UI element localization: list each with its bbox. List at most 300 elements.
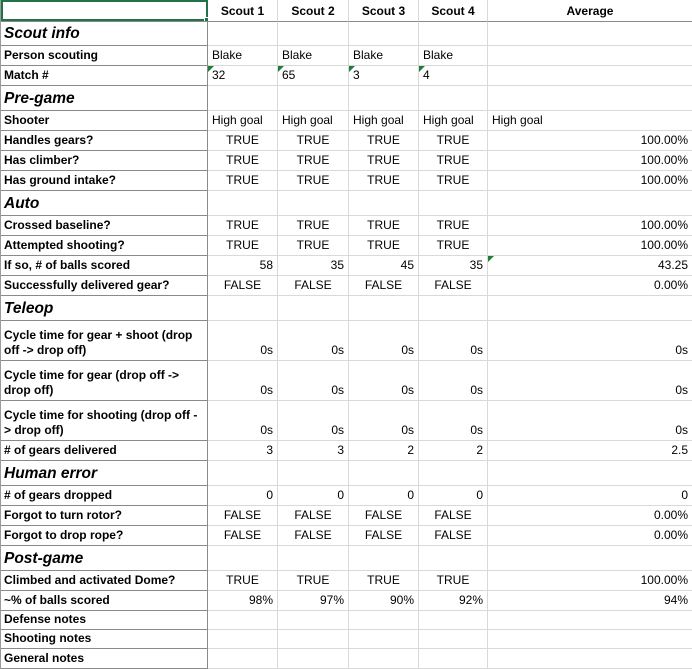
row-label-text: # of gears delivered: [4, 443, 117, 457]
table-row: [1, 216, 692, 236]
cell[interactable]: [419, 546, 488, 571]
section-label[interactable]: [1, 22, 208, 46]
table-row: [1, 256, 692, 276]
row-label-text: If so, # of balls scored: [4, 258, 131, 272]
cell[interactable]: [419, 276, 488, 296]
cell-text: Blake: [212, 48, 243, 62]
column-header-average[interactable]: [488, 0, 692, 22]
cell[interactable]: [488, 526, 692, 546]
cell[interactable]: [349, 441, 419, 461]
cell[interactable]: [488, 441, 692, 461]
cell[interactable]: [488, 571, 692, 591]
cell-text: 35: [330, 258, 344, 272]
cell[interactable]: [349, 611, 419, 630]
cell[interactable]: [419, 361, 488, 401]
cell[interactable]: [349, 191, 419, 216]
cell-text: Blake: [353, 48, 384, 62]
stored-as-text-flag-icon: [349, 66, 355, 72]
cell[interactable]: [208, 571, 278, 591]
cell[interactable]: [419, 611, 488, 630]
cell[interactable]: [488, 111, 692, 131]
stored-as-text-flag-icon: [278, 66, 284, 72]
cell-text: 45: [400, 258, 414, 272]
section-label-text: Scout info: [4, 24, 80, 42]
cell-text: 3: [337, 443, 344, 457]
row-label[interactable]: [1, 441, 208, 461]
cell-text: TRUE: [436, 238, 470, 252]
cell-text: FALSE: [294, 278, 332, 292]
column-header-scout-2-text: Scout 2: [291, 4, 335, 18]
cell-text: 0s: [260, 343, 273, 357]
row-label[interactable]: [1, 649, 208, 669]
column-header-scout-4-text: Scout 4: [431, 4, 475, 18]
cell[interactable]: [278, 401, 349, 441]
cell[interactable]: [488, 401, 692, 441]
cell[interactable]: [419, 401, 488, 441]
cell[interactable]: [278, 361, 349, 401]
row-label[interactable]: [1, 591, 208, 611]
cell-text: High goal: [282, 113, 333, 127]
cell[interactable]: [349, 171, 419, 191]
cell-text: High goal: [212, 113, 263, 127]
cell[interactable]: [419, 630, 488, 649]
cell[interactable]: [419, 236, 488, 256]
column-header-scout-3-text: Scout 3: [361, 4, 406, 18]
cell[interactable]: [208, 216, 278, 236]
cell[interactable]: [419, 111, 488, 131]
row-label[interactable]: [1, 216, 208, 236]
cell[interactable]: [349, 526, 419, 546]
cell[interactable]: [419, 22, 488, 46]
cell[interactable]: [208, 546, 278, 571]
cell-text: TRUE: [436, 218, 470, 232]
cell-text: FALSE: [223, 528, 262, 542]
cell[interactable]: [278, 321, 349, 361]
cell-text: 0s: [401, 423, 414, 437]
table-row: [1, 276, 692, 296]
cell-text: 100.00%: [640, 573, 688, 587]
cell-text: 92%: [458, 593, 483, 607]
cell-text: 43.25: [657, 258, 688, 272]
table-row: [1, 401, 692, 441]
cell-text: 0: [266, 488, 273, 502]
cell[interactable]: [419, 321, 488, 361]
cell[interactable]: [419, 526, 488, 546]
cell-text: TRUE: [226, 173, 259, 187]
cell-text: 0: [476, 488, 483, 502]
cell[interactable]: [419, 131, 488, 151]
cell[interactable]: [419, 486, 488, 506]
cell-text: 98%: [248, 593, 273, 607]
table-row: [1, 526, 692, 546]
cell[interactable]: [278, 111, 349, 131]
cell[interactable]: [278, 46, 349, 66]
section-row: [1, 191, 692, 216]
cell[interactable]: [419, 171, 488, 191]
cell[interactable]: [349, 591, 419, 611]
cell[interactable]: [349, 256, 419, 276]
cell[interactable]: [349, 296, 419, 321]
cell-text: 0.00%: [653, 528, 688, 542]
cell-text: FALSE: [434, 278, 472, 292]
row-label[interactable]: [1, 236, 208, 256]
cell[interactable]: [488, 131, 692, 151]
cell-text: 0.00%: [653, 278, 688, 292]
cell[interactable]: [278, 151, 349, 171]
cell[interactable]: [488, 66, 692, 86]
table-row: [1, 611, 692, 630]
cell[interactable]: [349, 649, 419, 669]
cell-text: TRUE: [296, 133, 330, 147]
cell-text: TRUE: [367, 573, 400, 587]
cell[interactable]: [349, 401, 419, 441]
cell[interactable]: [278, 630, 349, 649]
cell-a1-selected[interactable]: [1, 0, 208, 22]
cell-text: FALSE: [434, 508, 472, 522]
cell[interactable]: [488, 461, 692, 486]
cell[interactable]: [278, 506, 349, 526]
column-header-scout-1[interactable]: [208, 0, 278, 22]
cell-text: TRUE: [296, 173, 330, 187]
cell[interactable]: [349, 506, 419, 526]
cell[interactable]: [208, 441, 278, 461]
cell-text: 0: [407, 488, 414, 502]
cell-text: 0s: [260, 383, 273, 397]
cell-text: 2: [407, 443, 414, 457]
cell[interactable]: [208, 361, 278, 401]
table-row: [1, 236, 692, 256]
row-label[interactable]: [1, 276, 208, 296]
cell[interactable]: [349, 86, 419, 111]
section-row: [1, 546, 692, 571]
cell-text: TRUE: [226, 133, 259, 147]
cell-text: FALSE: [294, 508, 332, 522]
cell-text: 65: [282, 68, 296, 82]
selection-outline: [1, 0, 208, 21]
cell-text: 0s: [470, 423, 483, 437]
cell[interactable]: [349, 546, 419, 571]
cell-text: TRUE: [296, 238, 330, 252]
section-label[interactable]: [1, 86, 208, 111]
row-label[interactable]: [1, 111, 208, 131]
row-label[interactable]: [1, 526, 208, 546]
column-header-scout-1-text: Scout 1: [220, 4, 265, 18]
cell[interactable]: [419, 191, 488, 216]
cell[interactable]: [349, 216, 419, 236]
cell-text: 97%: [319, 593, 344, 607]
table-row: [1, 131, 692, 151]
cell-text: TRUE: [226, 238, 259, 252]
cell[interactable]: [278, 486, 349, 506]
table-row: [1, 321, 692, 361]
column-header-scout-4[interactable]: [419, 0, 488, 22]
cell-text: 0: [337, 488, 344, 502]
cell[interactable]: [208, 611, 278, 630]
cell[interactable]: [419, 46, 488, 66]
cell[interactable]: [419, 441, 488, 461]
cell-text: TRUE: [367, 133, 400, 147]
cell-text: FALSE: [223, 508, 262, 522]
cell[interactable]: [208, 401, 278, 441]
cell[interactable]: [278, 611, 349, 630]
stored-as-text-flag-icon: [208, 66, 214, 72]
cell[interactable]: [278, 526, 349, 546]
cell[interactable]: [349, 321, 419, 361]
cell[interactable]: [278, 236, 349, 256]
cell[interactable]: [208, 276, 278, 296]
row-label-text: Forgot to turn rotor?: [4, 508, 122, 522]
cell-text: FALSE: [364, 278, 403, 292]
cell[interactable]: [419, 571, 488, 591]
cell[interactable]: [488, 591, 692, 611]
cell[interactable]: [349, 236, 419, 256]
row-label-text: Crossed baseline?: [4, 218, 111, 232]
section-label-text: Teleop: [4, 299, 54, 317]
cell[interactable]: [208, 46, 278, 66]
cell[interactable]: [208, 86, 278, 111]
row-label[interactable]: [1, 171, 208, 191]
row-label[interactable]: [1, 571, 208, 591]
cell[interactable]: [278, 216, 349, 236]
cell-text: 100.00%: [640, 218, 688, 232]
cell-text: 0.00%: [653, 508, 688, 522]
row-label-text: Defense notes: [4, 612, 87, 626]
cell[interactable]: [208, 461, 278, 486]
row-label[interactable]: [1, 611, 208, 630]
row-label[interactable]: [1, 46, 208, 66]
cell-text: 3: [266, 443, 273, 457]
cell[interactable]: [488, 216, 692, 236]
column-header-scout-2[interactable]: [278, 0, 349, 22]
cell-text: 3: [353, 68, 360, 82]
table-row: [1, 66, 692, 86]
cell-text: FALSE: [223, 278, 262, 292]
row-label-text: Handles gears?: [4, 133, 94, 147]
cell[interactable]: [208, 256, 278, 276]
row-label-text: Shooter: [4, 113, 50, 127]
cell-text: FALSE: [364, 508, 403, 522]
cell[interactable]: [208, 191, 278, 216]
cell[interactable]: [278, 131, 349, 151]
row-label-text: Forgot to drop rope?: [4, 528, 124, 542]
cell[interactable]: [278, 461, 349, 486]
section-label[interactable]: [1, 191, 208, 216]
cell-text: 4: [423, 68, 430, 82]
cell[interactable]: [419, 216, 488, 236]
stored-as-text-flag-icon: [488, 256, 494, 262]
cell[interactable]: [208, 131, 278, 151]
section-row: [1, 296, 692, 321]
cell[interactable]: [349, 151, 419, 171]
cell[interactable]: [488, 171, 692, 191]
cell[interactable]: [488, 276, 692, 296]
cell[interactable]: [488, 86, 692, 111]
cell[interactable]: [208, 236, 278, 256]
cell-text: 0s: [260, 423, 273, 437]
table-row: [1, 630, 692, 649]
cell[interactable]: [208, 591, 278, 611]
cell-text: TRUE: [296, 153, 330, 167]
cell[interactable]: [278, 22, 349, 46]
cell-text: TRUE: [367, 218, 400, 232]
cell[interactable]: [278, 591, 349, 611]
cell[interactable]: [278, 86, 349, 111]
cell[interactable]: [488, 296, 692, 321]
cell[interactable]: [349, 361, 419, 401]
cell-text: TRUE: [367, 153, 400, 167]
cell[interactable]: [349, 111, 419, 131]
row-label-text: Has ground intake?: [4, 173, 117, 187]
cell[interactable]: [208, 630, 278, 649]
cell-text: 100.00%: [640, 133, 688, 147]
cell[interactable]: [208, 649, 278, 669]
row-label[interactable]: [1, 506, 208, 526]
section-label-text: Human error: [4, 464, 98, 482]
cell[interactable]: [419, 649, 488, 669]
cell[interactable]: [208, 506, 278, 526]
section-label-text: Auto: [4, 194, 40, 212]
row-label[interactable]: [1, 630, 208, 649]
cell-text: 35: [469, 258, 483, 272]
table-row: [1, 171, 692, 191]
row-label[interactable]: [1, 401, 208, 441]
cell[interactable]: [208, 151, 278, 171]
row-label-text: Attempted shooting?: [4, 238, 125, 252]
cell[interactable]: [278, 649, 349, 669]
cell[interactable]: [488, 546, 692, 571]
cell-text: 100.00%: [640, 238, 688, 252]
cell[interactable]: [488, 506, 692, 526]
row-label-text: General notes: [4, 651, 85, 665]
cell-text: 100.00%: [640, 153, 688, 167]
cell[interactable]: [488, 486, 692, 506]
row-label-text: Cycle time for gear (drop off -> drop off): [4, 368, 180, 397]
cell[interactable]: [349, 571, 419, 591]
cell-text: 0: [681, 488, 688, 502]
cell[interactable]: [419, 151, 488, 171]
cell[interactable]: [488, 611, 692, 630]
cell[interactable]: [488, 321, 692, 361]
section-label[interactable]: [1, 546, 208, 571]
cell[interactable]: [419, 461, 488, 486]
cell[interactable]: [208, 66, 278, 86]
cell[interactable]: [278, 571, 349, 591]
cell[interactable]: [208, 296, 278, 321]
cell-text: 0s: [331, 423, 344, 437]
cell-text: Blake: [423, 48, 454, 62]
cell[interactable]: [488, 236, 692, 256]
cell[interactable]: [278, 66, 349, 86]
cell[interactable]: [419, 506, 488, 526]
table-row: [1, 591, 692, 611]
row-label-text: Shooting notes: [4, 631, 92, 645]
cell[interactable]: [208, 486, 278, 506]
cell[interactable]: [278, 171, 349, 191]
cell[interactable]: [278, 441, 349, 461]
cell[interactable]: [488, 630, 692, 649]
cell-text: 0s: [401, 383, 414, 397]
row-label[interactable]: [1, 151, 208, 171]
cell[interactable]: [278, 546, 349, 571]
cell[interactable]: [419, 66, 488, 86]
cell[interactable]: [419, 296, 488, 321]
cell-text: TRUE: [367, 173, 400, 187]
cell[interactable]: [488, 46, 692, 66]
cell[interactable]: [488, 191, 692, 216]
cell[interactable]: [488, 151, 692, 171]
cell[interactable]: [488, 361, 692, 401]
cell-text: 32: [212, 68, 226, 82]
section-label-text: Pre-game: [4, 89, 75, 107]
cell[interactable]: [349, 630, 419, 649]
cell-text: TRUE: [226, 573, 259, 587]
cell[interactable]: [419, 256, 488, 276]
cell-text: 0s: [470, 343, 483, 357]
row-label[interactable]: [1, 361, 208, 401]
cell[interactable]: [208, 171, 278, 191]
cell[interactable]: [349, 461, 419, 486]
table-row: [1, 111, 692, 131]
section-label[interactable]: [1, 296, 208, 321]
row-label[interactable]: [1, 256, 208, 276]
cell[interactable]: [419, 86, 488, 111]
cell-text: TRUE: [226, 218, 259, 232]
cell[interactable]: [349, 66, 419, 86]
cell-text: 0s: [470, 383, 483, 397]
cell-text: TRUE: [436, 153, 470, 167]
row-label-text: Match #: [4, 68, 49, 82]
cell[interactable]: [349, 22, 419, 46]
column-header-scout-3[interactable]: [349, 0, 419, 22]
row-label[interactable]: [1, 131, 208, 151]
cell[interactable]: [278, 276, 349, 296]
section-row: [1, 22, 692, 46]
cell[interactable]: [208, 321, 278, 361]
cell[interactable]: [488, 649, 692, 669]
cell[interactable]: [419, 591, 488, 611]
table-row: [1, 649, 692, 669]
cell[interactable]: [208, 526, 278, 546]
cell[interactable]: [208, 111, 278, 131]
table-row: [1, 361, 692, 401]
row-label-text: Cycle time for shooting (drop off -> drop off): [4, 408, 198, 437]
table-row: [1, 486, 692, 506]
cell[interactable]: [488, 256, 692, 276]
cell-text: High goal: [423, 113, 474, 127]
row-label-text: Cycle time for gear + shoot (drop off -> drop off): [4, 328, 193, 357]
cell-text: 100.00%: [640, 173, 688, 187]
cell[interactable]: [349, 131, 419, 151]
cell[interactable]: [349, 46, 419, 66]
cell-text: 0s: [331, 383, 344, 397]
cell-text: High goal: [353, 113, 404, 127]
row-label-text: Climbed and activated Dome?: [4, 573, 176, 587]
table-row: [1, 441, 692, 461]
cell[interactable]: [278, 296, 349, 321]
row-label[interactable]: [1, 486, 208, 506]
cell[interactable]: [349, 486, 419, 506]
cell[interactable]: [488, 22, 692, 46]
cell[interactable]: [349, 276, 419, 296]
row-label-text: ~% of balls scored: [4, 593, 110, 607]
cell[interactable]: [278, 256, 349, 276]
cell[interactable]: [208, 22, 278, 46]
section-label[interactable]: [1, 461, 208, 486]
row-label[interactable]: [1, 321, 208, 361]
cell[interactable]: [278, 191, 349, 216]
cell-text: TRUE: [436, 573, 470, 587]
row-label[interactable]: [1, 66, 208, 86]
